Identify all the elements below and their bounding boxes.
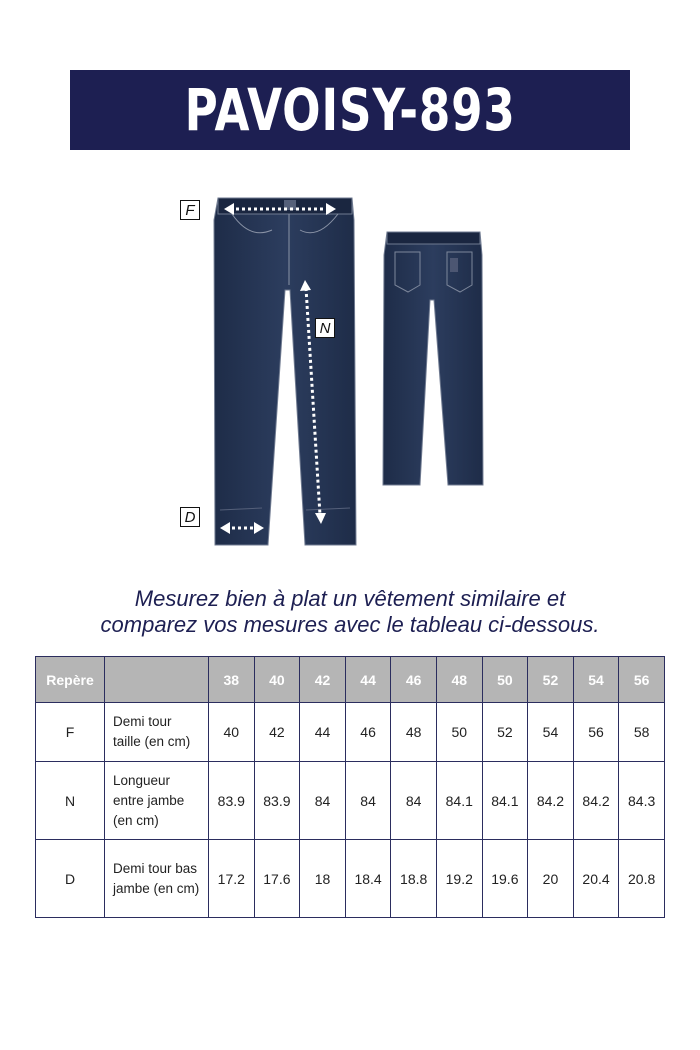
row-description: Longueur entre jambe (en cm) <box>105 762 209 840</box>
table-cell: 17.2 <box>209 840 255 918</box>
header-size: 40 <box>254 657 300 703</box>
table-row-f <box>36 703 665 762</box>
table-cell: 19.6 <box>482 840 528 918</box>
jeans-front-view <box>214 198 356 545</box>
table-cell: 40 <box>209 703 255 762</box>
marker-d: D <box>180 507 200 527</box>
row-code: D <box>36 840 105 918</box>
marker-n: N <box>315 318 335 338</box>
row-code: N <box>36 762 105 840</box>
table-cell: 42 <box>254 703 300 762</box>
jeans-diagram <box>0 180 700 560</box>
table-cell: 52 <box>482 703 528 762</box>
header-size: 44 <box>345 657 391 703</box>
marker-f: F <box>180 200 200 220</box>
jeans-illustration <box>0 180 700 560</box>
instruction-line-1: Mesurez bien à plat un vêtement similaire et <box>134 586 566 611</box>
header-size: 56 <box>619 657 665 703</box>
table-cell: 83.9 <box>254 762 300 840</box>
table-cell: 48 <box>391 703 437 762</box>
table-cell: 18 <box>300 840 346 918</box>
table-row-d <box>36 840 665 918</box>
table-cell: 84.3 <box>619 762 665 840</box>
table-cell: 84.2 <box>528 762 574 840</box>
header-size: 54 <box>573 657 619 703</box>
header-size: 50 <box>482 657 528 703</box>
header-size: 52 <box>528 657 574 703</box>
header-size: 42 <box>300 657 346 703</box>
row-description: Demi tour taille (en cm) <box>105 703 209 762</box>
table-cell: 20 <box>528 840 574 918</box>
table-cell: 44 <box>300 703 346 762</box>
size-table <box>35 656 665 918</box>
table-cell: 56 <box>573 703 619 762</box>
row-description: Demi tour bas jambe (en cm) <box>105 840 209 918</box>
measurement-instruction <box>0 586 700 638</box>
table-cell: 17.6 <box>254 840 300 918</box>
header-size: 48 <box>436 657 482 703</box>
header-description <box>105 657 209 703</box>
table-cell: 84.1 <box>436 762 482 840</box>
table-cell: 20.8 <box>619 840 665 918</box>
table-row-n <box>36 762 665 840</box>
table-cell: 54 <box>528 703 574 762</box>
table-cell: 84.2 <box>573 762 619 840</box>
table-header-row <box>36 657 665 703</box>
header-size: 46 <box>391 657 437 703</box>
table-cell: 84 <box>300 762 346 840</box>
instruction-line-2: comparez vos mesures avec le tableau ci-dessous. <box>100 612 600 637</box>
table-cell: 83.9 <box>209 762 255 840</box>
table-cell: 19.2 <box>436 840 482 918</box>
jeans-back-view <box>383 232 483 485</box>
table-cell: 84.1 <box>482 762 528 840</box>
table-cell: 50 <box>436 703 482 762</box>
table-cell: 18.8 <box>391 840 437 918</box>
row-code: F <box>36 703 105 762</box>
table-cell: 20.4 <box>573 840 619 918</box>
title-banner <box>70 70 630 150</box>
header-size: 38 <box>209 657 255 703</box>
table-cell: 46 <box>345 703 391 762</box>
table-cell: 84 <box>345 762 391 840</box>
table-cell: 18.4 <box>345 840 391 918</box>
table-cell: 58 <box>619 703 665 762</box>
product-title: PAVOISY-893 <box>184 76 516 144</box>
table-cell: 84 <box>391 762 437 840</box>
header-repere: Repère <box>36 657 105 703</box>
